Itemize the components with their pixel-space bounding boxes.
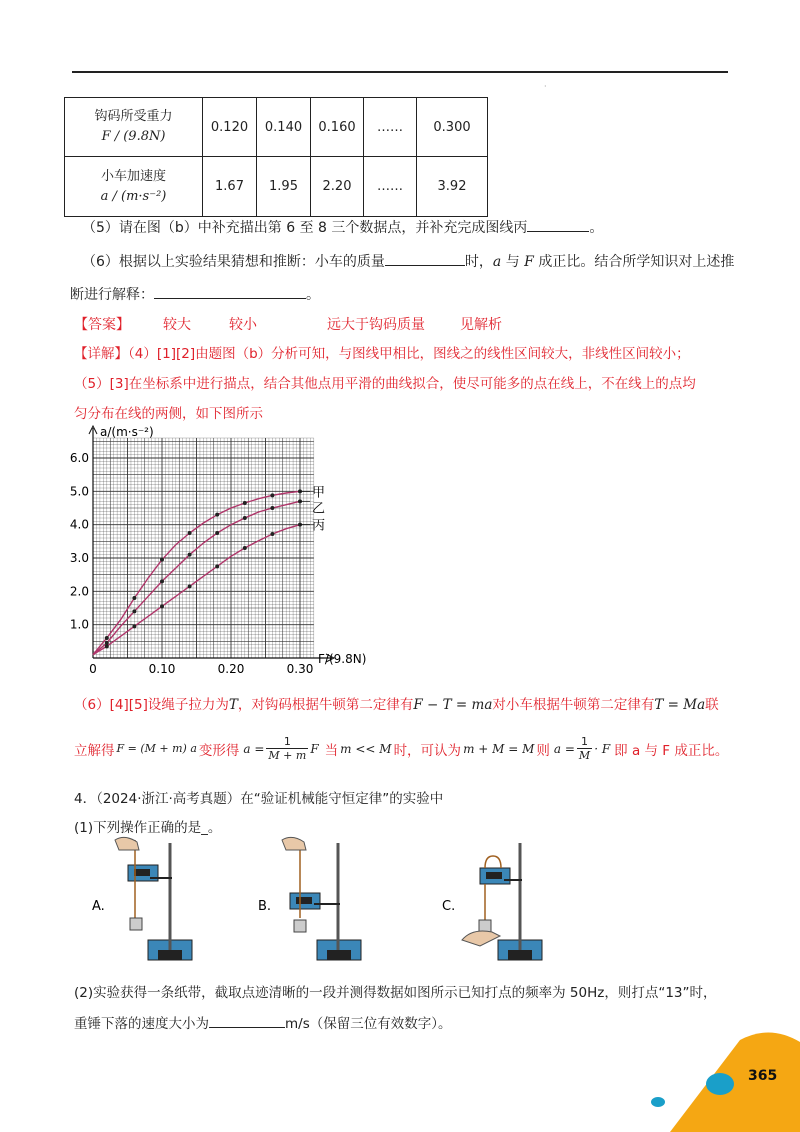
table-row xyxy=(65,98,488,157)
data-point xyxy=(132,596,136,600)
series-label: 乙 xyxy=(312,501,326,517)
table-cell: 0.300 xyxy=(417,98,488,157)
chart-grid xyxy=(93,438,314,658)
data-point xyxy=(105,644,109,648)
y-tick-label: 5.0 xyxy=(69,484,89,499)
question-4-title: 4．（2024·浙江·高考真题）在“验证机械能守恒定律”的实验中 xyxy=(74,791,444,807)
chart-ylabel: a/(m·s⁻²) xyxy=(100,425,154,439)
x-tick-label: 0 xyxy=(89,662,97,676)
detail-line-1: 【详解】（4）[1][2]由题图（b）分析可知，与图线甲相比，图线之的线性区间较大，非线性区间较小； xyxy=(74,346,690,362)
table-cell: 3.92 xyxy=(417,157,488,217)
data-point xyxy=(243,516,247,520)
data-point xyxy=(132,624,136,628)
table-row xyxy=(65,157,488,217)
question-6-line2: 断进行解释： 。 xyxy=(70,287,320,303)
table-cell: 1.95 xyxy=(257,157,311,217)
question-4-1: (1)下列操作正确的是_。 xyxy=(74,820,222,836)
table-cell: 0.140 xyxy=(257,98,311,157)
answer-1: 较大 xyxy=(163,317,191,333)
answer-blank xyxy=(209,1015,285,1028)
table-cell: 2.20 xyxy=(311,157,364,217)
answer-3: 远大于钩码质量 xyxy=(327,317,425,333)
data-point xyxy=(188,531,192,535)
answer-2: 较小 xyxy=(229,317,257,333)
answer-blank xyxy=(527,219,589,232)
detail-line-5: 立解得 F = (M + m) a 变形得 a = $\frac{1}{M + m}$ F 当 m << M 时，可认为 m + M = M 则 a = $\frac{1}{M}$ · F 即 a 与 F 成正比。 xyxy=(74,735,729,762)
fraction: $\frac{1}{M + m}$ xyxy=(268,735,307,762)
data-point xyxy=(243,546,247,550)
x-tick-label: 0.10 xyxy=(148,662,176,676)
data-point xyxy=(215,513,219,517)
y-tick-label: 2.0 xyxy=(69,584,89,599)
detail-line-2: （5）[3]在坐标系中进行描点，结合其他点用平滑的曲线拟合，使尽可能多的点在线上，不在线上的点均 xyxy=(74,376,696,392)
question-6: （6）根据以上实验结果猜想和推断：小车的质量 时，a 与 F 成正比。结合所学知识对上述推 xyxy=(82,254,735,270)
table-cell: …… xyxy=(364,157,417,217)
answer-label: 【答案】 xyxy=(74,317,130,333)
option-b-label: B. xyxy=(258,899,272,914)
data-point xyxy=(243,501,247,505)
data-point xyxy=(160,579,164,583)
y-tick-label: 4.0 xyxy=(69,517,89,532)
apparatus-figures xyxy=(90,838,730,963)
header-rule xyxy=(72,71,728,73)
data-point xyxy=(215,531,219,535)
answer-blank xyxy=(385,253,465,266)
table-cell: 1.67 xyxy=(203,157,257,217)
detail-line-4: （6）[4][5]设绳子拉力为T，对钩码根据牛顿第二定律有F − T = ma对小车根据牛顿第二定律有T = Ma联 xyxy=(74,697,719,713)
data-point xyxy=(160,604,164,608)
question-5: （5）请在图（b）中补充描出第 6 至 8 三个数据点，并补充完成图线丙 。 xyxy=(82,220,604,236)
y-tick-label: 6.0 xyxy=(69,451,89,465)
data-point xyxy=(188,584,192,588)
data-point xyxy=(105,636,109,640)
data-point xyxy=(270,532,274,536)
teal-dot-large xyxy=(706,1073,734,1095)
data-table xyxy=(64,97,488,217)
detail-line-3: 匀分布在线的两侧，如下图所示 xyxy=(74,406,263,422)
x-tick-label: 0.20 xyxy=(217,662,245,676)
series-label: 甲 xyxy=(312,485,326,501)
chart-xlabel: F/(9.8N) xyxy=(318,652,367,666)
fraction: $\frac{1}{M}$ xyxy=(578,735,591,762)
x-tick-label: 0.30 xyxy=(286,662,314,676)
acceleration-force-chart xyxy=(60,420,367,680)
data-point xyxy=(270,493,274,497)
data-point xyxy=(160,558,164,562)
answer-blank xyxy=(154,286,306,299)
figure-c xyxy=(462,843,542,960)
series-label: 丙 xyxy=(312,518,326,534)
orange-corner-shape xyxy=(670,1032,800,1132)
teal-dot-small xyxy=(651,1097,665,1107)
answer-line xyxy=(74,314,130,334)
table-cell: …… xyxy=(364,98,417,157)
option-a-label: A. xyxy=(92,899,105,914)
data-point xyxy=(270,506,274,510)
data-point xyxy=(132,609,136,613)
stray-dot: · xyxy=(544,82,547,91)
option-c-label: C. xyxy=(442,899,456,914)
question-4-2-line2: 重锤下落的速度大小为 m/s（保留三位有效数字）。 xyxy=(74,1016,452,1032)
data-point xyxy=(215,564,219,568)
figure-a xyxy=(115,837,192,960)
y-tick-label: 3.0 xyxy=(69,551,89,565)
table-header-acceleration: 小车加速度 a / (m·s⁻²) xyxy=(65,157,203,217)
table-cell: 0.160 xyxy=(311,98,364,157)
data-point xyxy=(188,553,192,557)
table-cell: 0.120 xyxy=(203,98,257,157)
question-4-2: (2)实验获得一条纸带，截取点迹清晰的一段并测得数据如图所示已知打点的频率为 50Hz，则打点“13”时， xyxy=(74,985,717,1001)
figure-b xyxy=(282,837,361,960)
answer-4: 见解析 xyxy=(460,317,502,333)
y-tick-label: 1.0 xyxy=(69,617,89,632)
page-number: 365 xyxy=(748,1068,778,1084)
table-header-force: 钩码所受重力 F / (9.8N) xyxy=(65,98,203,157)
